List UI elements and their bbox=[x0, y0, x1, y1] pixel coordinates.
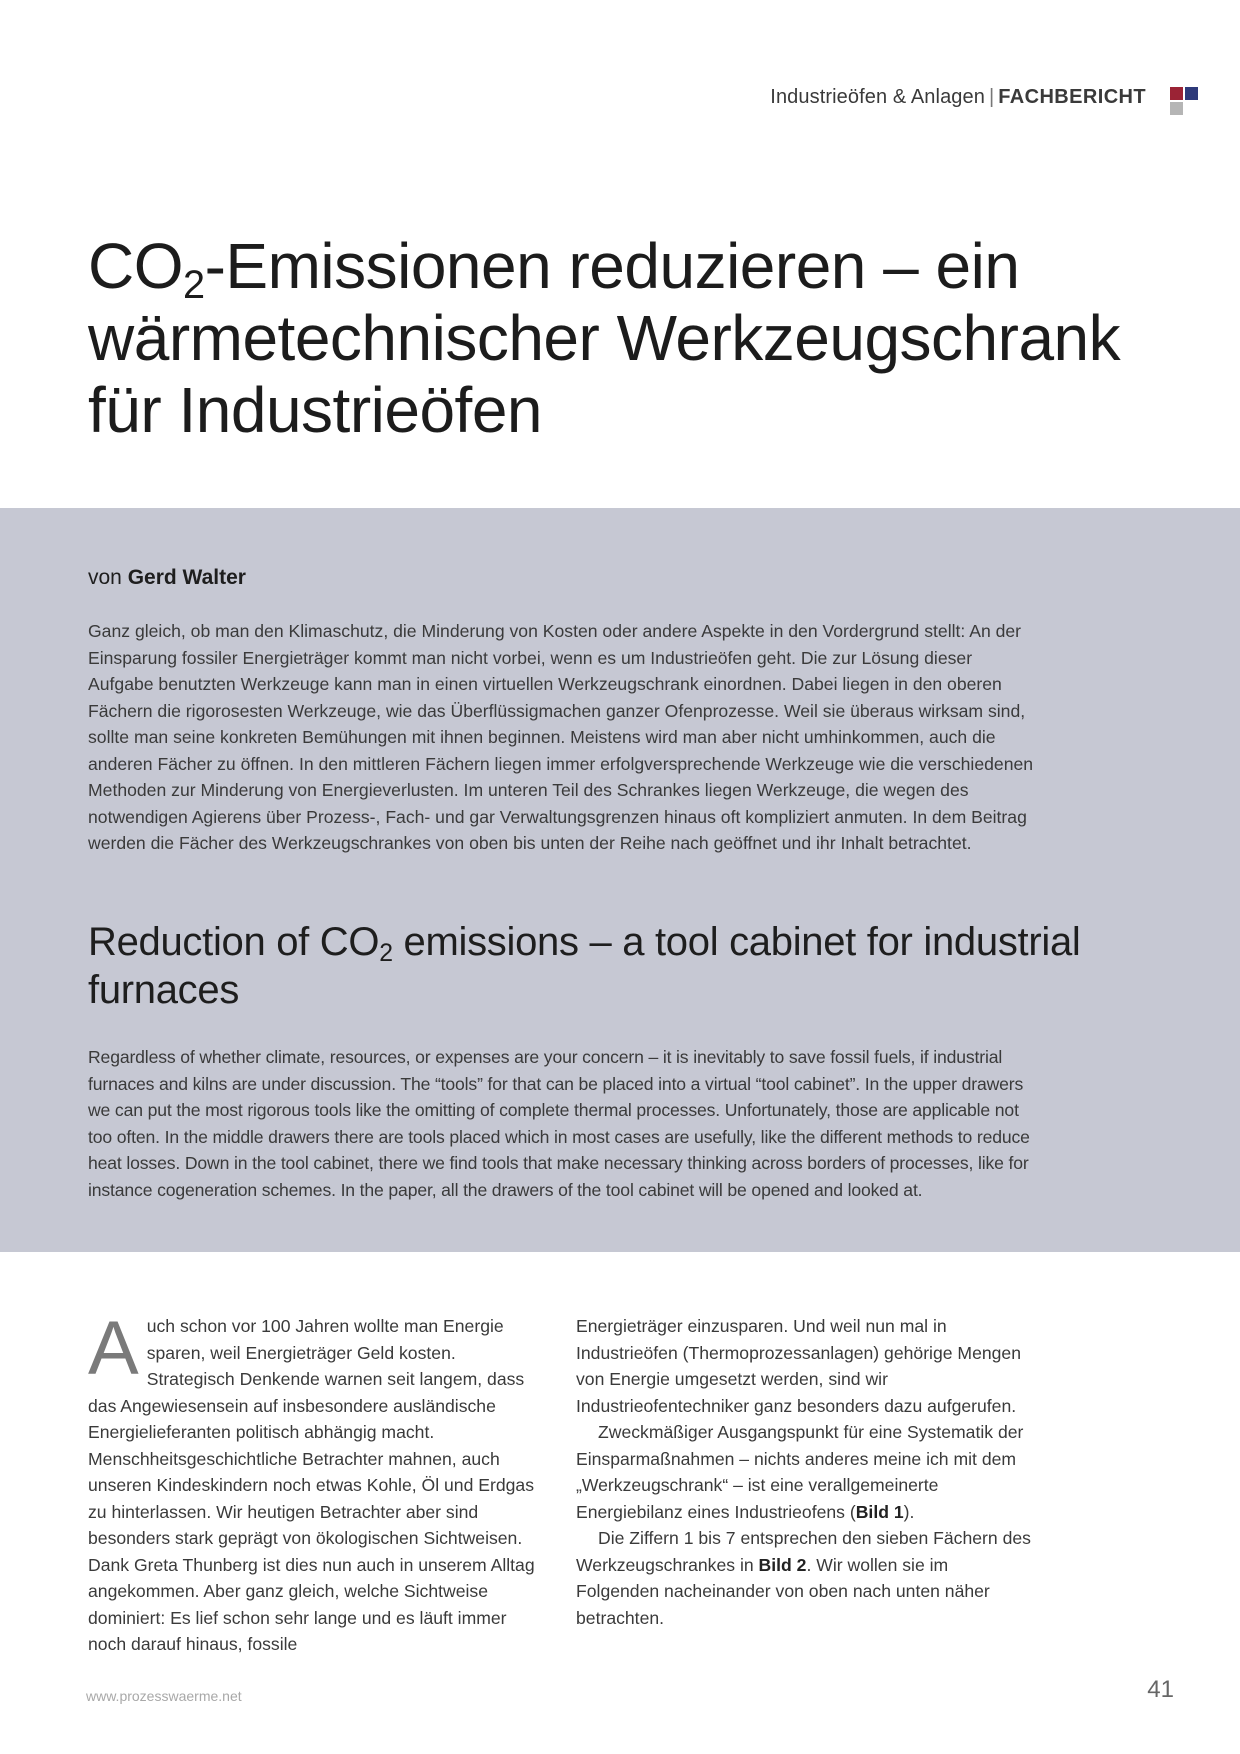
page-number: 41 bbox=[1147, 1676, 1174, 1703]
section-name: Industrieöfen & Anlagen bbox=[770, 86, 985, 108]
author-name: Gerd Walter bbox=[127, 566, 246, 589]
logo-red-square bbox=[1170, 87, 1183, 100]
logo-gray-square bbox=[1170, 102, 1183, 115]
drop-cap: A bbox=[88, 1306, 139, 1391]
publisher-logo-icon bbox=[1170, 87, 1200, 117]
body-paragraph: Die Ziffern 1 bis 7 entsprechen den sieben Fächern des Werkzeugschrankes in Bild 2. Wir wollen sie im Folgenden nacheinander von oben nach unten näher betrachten. bbox=[576, 1528, 1031, 1628]
body-paragraph: Zweckmäßiger Ausgangspunkt für eine Systematik der Einsparmaßnahmen – nichts anderes meine ich mit dem „Werkzeugschrank“ – ist eine verallgemeinerte Energiebilanz eines Industrieofens (Bild 1). bbox=[576, 1422, 1024, 1522]
footer-url: www.prozesswaerme.net bbox=[86, 1688, 242, 1704]
figure-reference: Bild 2 bbox=[758, 1554, 807, 1575]
abstract-german: Ganz gleich, ob man den Klimaschutz, die Minderung von Kosten oder andere Aspekte in den Vordergrund stellt: An der Einsparung fossiler Energieträger kommt man nicht vorbei, wenn es um Industrieöfen geht. Die zur Lösung dieser Aufgabe benutzten Werkzeuge kann man in einen virtuellen Werkzeugschrank einordnen. Dabei liegen in den oberen Fächern die rigorosesten Werkzeuge, wie das Überflüssigmachen ganzer Ofenprozesse. Weil sie überaus wirksam sind, sollte man seine konkreten Bemühungen mit ihnen beginnen. Meistens wird man aber nicht umhinkommen, auch die anderen Fächer zu öffnen. In den mittleren Fächern liegen immer erfolgversprechende Werkzeuge wie die verschiedenen Methoden zur Minderung von Energieverlusten. Im unteren Teil des Schrankes liegen Werkzeuge, die wegen des notwendigen Agierens über Prozess-, Fach- und gar Verwaltungsgrenzen hinaus oft kompliziert anmuten. In dem Beitrag werden die Fächer des Werkzeugschrankes von oben bis unten der Reihe nach geöffnet und ihr Inhalt betrachtet. bbox=[88, 621, 1034, 853]
english-title: Reduction of $CO_2$ emissions – a tool cabinet for industrial furnaces bbox=[88, 920, 1081, 1012]
body-column-right bbox=[576, 1313, 1034, 1631]
author-byline: von Gerd Walter bbox=[88, 566, 246, 589]
body-column-left bbox=[88, 1306, 546, 1658]
abstract-english: Regardless of whether climate, resources, or expenses are your concern – it is inevitably to save fossil fuels, if industrial furnaces and kilns are under discussion. The “tools” for that can be placed into a virtual “tool cabinet”. In the upper drawers we can put the most rigorous tools like the omitting of complete thermal processes. Unfortunately, those are applicable not too often. In the middle drawers there are tools placed which in most cases are usefully, like the different methods to reduce heat losses. Down in the tool cabinet, there we find tools that make necessary thinking across borders of processes, like for instance cogeneration schemes. In the paper, all the drawers of the tool cabinet will be opened and looked at. bbox=[88, 1047, 1030, 1200]
figure-reference: Bild 1 bbox=[855, 1501, 904, 1522]
running-header bbox=[770, 86, 1146, 109]
article-type: FACHBERICHT bbox=[998, 86, 1146, 108]
body-paragraph: Energieträger einzusparen. Und weil nun mal in Industrieöfen (Thermoprozessanlagen) gehörige Mengen von Energie umgesetzt werden, sind wir Industrieofentechniker ganz besonders dazu aufgerufen. bbox=[576, 1316, 1021, 1416]
header-separator: | bbox=[988, 86, 995, 108]
body-paragraph: Auch schon vor 100 Jahren wollte man Energie sparen, weil Energieträger Geld kosten. Strategisch Denkende warnen seit langem, dass das Angewiesensein auf insbesondere ausländische Energielieferanten politisch abhängig macht. Menschheitsgeschichtliche Betrachter mahnen, auch unseren Kindeskindern noch etwas Kohle, Öl und Erdgas zu hinterlassen. Wir heutigen Betrachter aber sind besonders stark geprägt von ökologischen Sichtweisen. Dank Greta Thunberg ist dies nun auch in unserem Alltag angekommen. Aber ganz gleich, welche Sichtweise dominiert: Es lief schon sehr lange und es läuft immer noch darauf hinaus, fossile bbox=[88, 1306, 535, 1654]
logo-blue-square bbox=[1185, 87, 1198, 100]
article-title: $CO_2$-Emissionen reduzieren – ein wärmetechnischer Werkzeugschrank für Industrieöfen bbox=[88, 230, 1121, 446]
